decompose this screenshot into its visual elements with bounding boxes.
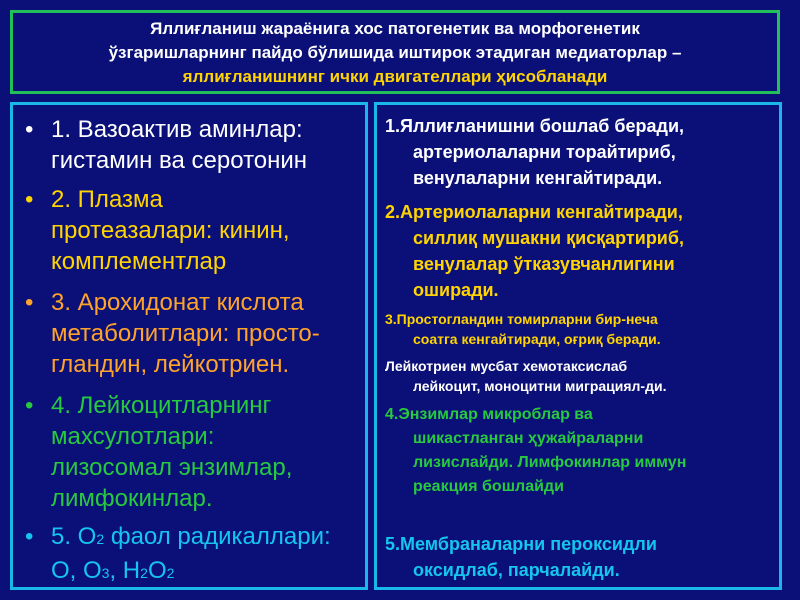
title-line-2: ўзгаришларнинг пайдо бўлишида иштирок этадиган медиаторлар – <box>108 43 682 62</box>
mediators-list-panel <box>10 102 368 590</box>
item2-line1: 2. Плазма <box>51 186 163 213</box>
list-item-2 <box>13 184 363 277</box>
title-line-3: яллиғланишнинг ички двигателлари ҳисобланади <box>182 67 608 86</box>
bullet: • <box>25 186 34 213</box>
item1-line1: 1. Вазоактив аминлар: <box>51 116 303 143</box>
mediator-functions-panel <box>374 102 782 590</box>
item3-line2: метаболитлари: просто- <box>51 320 320 347</box>
item1-line2: гистамин ва серотонин <box>51 147 308 174</box>
function-item-3: 3.Простогландин томирларни бир-неча соатга кенгайтиради, оғриқ беради. <box>385 311 661 347</box>
bullet: • <box>25 392 34 419</box>
bullet: • <box>25 289 34 316</box>
title-line-1: Яллиғланиш жараёнига хос патогенетик ва морфогенетик <box>150 19 640 38</box>
list-item-5 <box>13 521 363 589</box>
item4-line2: махсулотлари: <box>51 423 215 450</box>
bullet: • <box>25 116 34 143</box>
item3-line1: 3. Арохидонат кислота <box>51 289 304 316</box>
item5-line2: O, O3, H2O2 <box>51 557 175 584</box>
item4-line4: лимфокинлар. <box>51 485 213 512</box>
function-item-5: 5.Мембраналарни пероксидли оксидлаб, парчалайди. <box>385 534 657 580</box>
function-item-leukotriene: Лейкотриен мусбат хемотаксислаб лейкоцит, моноцитни миграциял-ди. <box>385 358 667 394</box>
item3-line3: гландин, лейкотриен. <box>51 351 290 378</box>
function-item-2: 2.Артериолаларни кенгайтиради, силлиқ мушакни қисқартириб, венулалар ўтказувчанлигини оширади. <box>385 202 684 300</box>
item4-line3: лизосомал энзимлар, <box>51 454 293 481</box>
item5-line1: 5. O2 фаол радикаллари: <box>51 523 331 550</box>
list-item-4 <box>13 390 363 514</box>
item4-line1: 4. Лейкоцитларнинг <box>51 392 272 419</box>
item2-line2: протеазалари: кинин, <box>51 217 290 244</box>
item2-line3: комплементлар <box>51 248 227 275</box>
function-item-1: 1.Яллиғланишни бошлаб беради, артериолаларни торайтириб, венулаларни кенгайтиради. <box>385 116 685 188</box>
function-item-4: 4.Энзимлар микроблар ва шикастланган ҳужайраларни лизислайди. Лимфокинлар иммун реакция бошлайди <box>385 406 687 495</box>
list-item-3 <box>13 287 363 380</box>
bullet: • <box>25 523 34 550</box>
title-banner <box>10 10 780 94</box>
list-item-1 <box>13 114 363 176</box>
